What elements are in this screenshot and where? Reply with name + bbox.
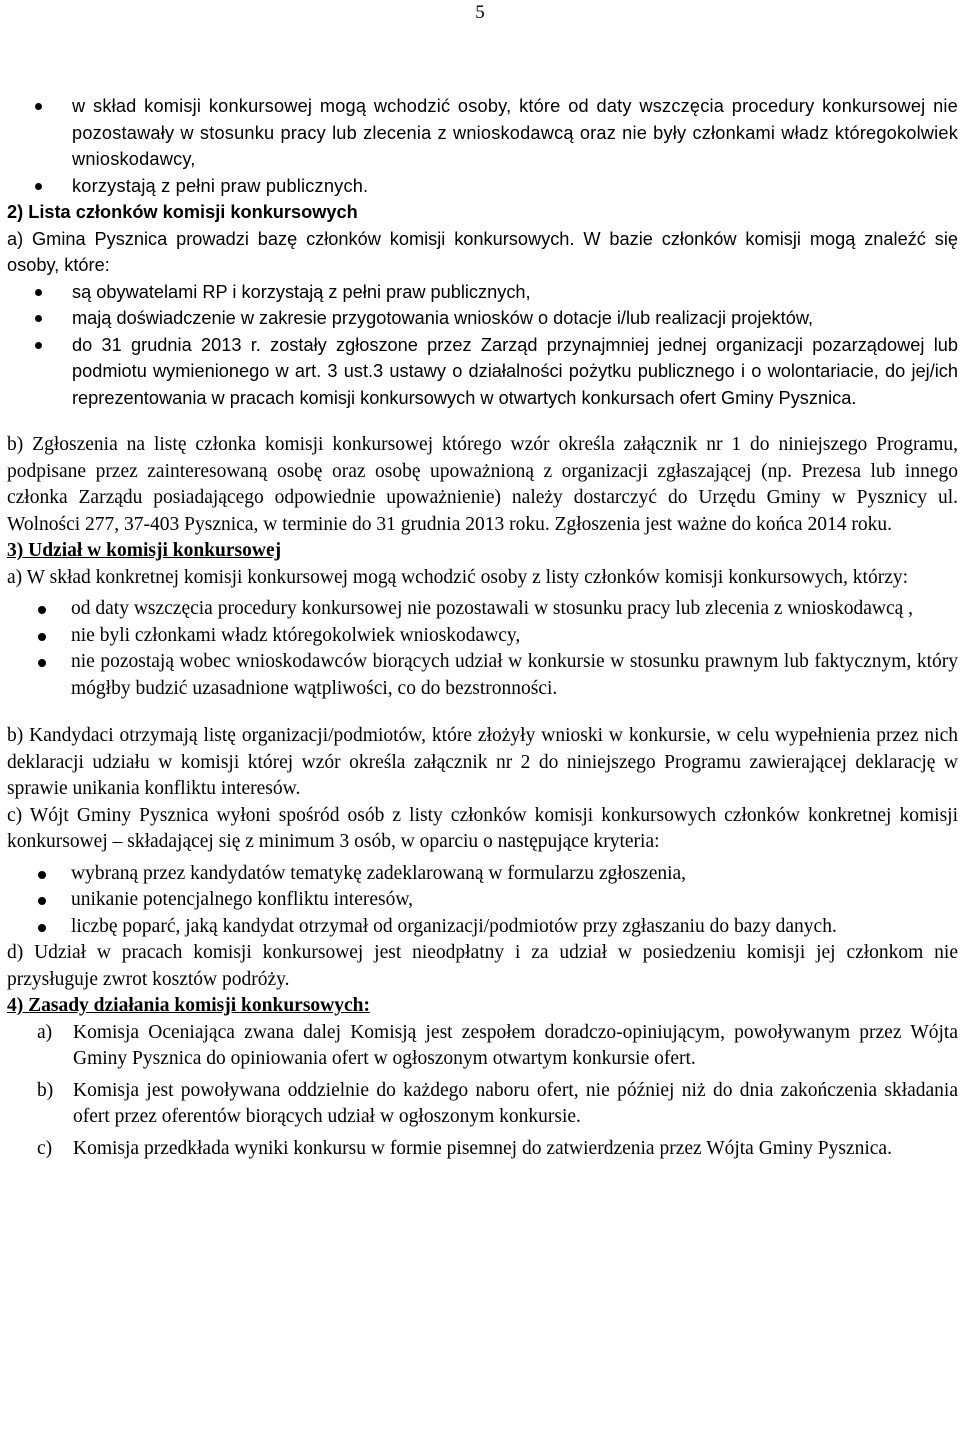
list-item: do 31 grudnia 2013 r. zostały zgłoszone przez Zarząd przynajmniej jednej organizacji pozarządowej lub podmiotu wymienionego w art. 3 ust.3 ustawy o działalności pożytku publicznego i o wolontariacie, do jej/ich reprezentowania w pracach komisji konkursowych w otwartych konkursach ofert Gminy Pysznica. xyxy=(7,332,958,412)
bullet-icon xyxy=(35,183,42,190)
list-item: nie byli członkami władz któregokolwiek wnioskodawcy, xyxy=(7,623,958,650)
section-3-c-bullet-list xyxy=(7,861,958,941)
section-3-a-text: a) W skład konkretnej komisji konkursowej mogą wchodzić osoby z listy członków komisji konkursowych, którzy: xyxy=(7,566,909,588)
list-item: a) Komisja Oceniająca zwana dalej Komisją jest zespołem doradczo-opiniującym, powoływanym przez Wójta Gminy Pysznica do opiniowania ofert w ogłoszonym otwartym konkursie ofert. xyxy=(37,1021,958,1069)
list-item: wybraną przez kandydatów tematykę zadeklarowaną w formularzu zgłoszenia, xyxy=(7,861,958,888)
section-3-a-bullet-list xyxy=(7,596,958,702)
section-3-d-text: d) Udział w pracach komisji konkursowej jest nieodpłatny i za udział w posiedzeniu komisji jej członkom nie przysługuje zwrot kosztów podróży. xyxy=(7,942,958,990)
list-item: nie pozostają wobec wnioskodawców biorących udział w konkursie w stosunku prawnym lub faktycznym, który mógłby budzić uzasadnione wątpliwości, co do bezstronności. xyxy=(7,649,958,702)
section-2-a-text: a) Gmina Pysznica prowadzi bazę członków komisji konkursowych. W bazie członków komisji mogą znaleźć się osoby, które: xyxy=(7,228,958,275)
list-item: od daty wszczęcia procedury konkursowej nie pozostawali w stosunku pracy lub zlecenia z wnioskodawcą , xyxy=(7,596,958,623)
spacer xyxy=(7,702,958,723)
page-number: 5 xyxy=(475,2,485,23)
bullet-icon xyxy=(38,897,46,905)
bullet-icon xyxy=(35,342,42,349)
bullet-icon xyxy=(38,924,46,932)
list-label: b) xyxy=(37,1079,54,1101)
list-label: a) xyxy=(37,1021,53,1043)
document-body xyxy=(7,93,958,1162)
list-item: są obywatelami RP i korzystają z pełni praw publicznych, xyxy=(7,279,958,306)
list-item: korzystają z pełni praw publicznych. xyxy=(7,173,958,200)
section-3-c-text: c) Wójt Gminy Pysznica wyłoni spośród osób z listy członków komisji konkursowych członków konkretnej komisji konkursowej – składającej się z minimum 3 osób, w oparciu o następujące kryteria: xyxy=(7,804,958,852)
list-item: mają doświadczenie w zakresie przygotowania wniosków o dotacje i/lub realizacji projektów, xyxy=(7,305,958,332)
list-item: liczbę poparć, jaką kandydat otrzymał od organizacji/podmiotów przy zgłaszaniu do bazy danych. xyxy=(7,914,958,941)
list-item: unikanie potencjalnego konfliktu interesów, xyxy=(7,887,958,914)
bullet-icon xyxy=(38,659,46,667)
section-3-heading: 3) Udział w komisji konkursowej xyxy=(7,540,282,561)
list-label: c) xyxy=(37,1137,53,1159)
bullet-icon xyxy=(38,633,46,641)
list-item: c) Komisja przedkłada wyniki konkursu w formie pisemnej do zatwierdzenia przez Wójta Gminy Pysznica. xyxy=(7,1136,958,1163)
section-3-b-text: b) Kandydaci otrzymają listę organizacji/podmiotów, które złożyły wnioski w konkursie, w celu wypełnienia przez nich deklaracji udziału w komisji której wzór określa załącznik nr 2 do niniejszego Programu zawierającej deklarację w sprawie unikania konfliktu interesów. xyxy=(7,725,958,799)
bullet-icon xyxy=(38,871,46,879)
section-4-heading: 4) Zasady działania komisji konkursowych: xyxy=(7,995,370,1016)
list-item: b) Komisja jest powoływana oddzielnie do każdego naboru ofert, nie później niż do dnia zakończenia składania ofert przez oferentów biorących udział w ogłoszonym konkursie. xyxy=(37,1079,958,1127)
section-2-a-bullet-list xyxy=(7,279,958,412)
section-2-heading: 2) Lista członków komisji konkursowych xyxy=(7,202,358,222)
bullet-icon xyxy=(35,315,42,322)
bullet-icon xyxy=(38,606,46,614)
section-2-b-text: b) Zgłoszenia na listę członka komisji konkursowej którego wzór określa załącznik nr 1 do niniejszego Programu, podpisane przez zainteresowaną osobę oraz osobę upoważnioną z organizacji zgłaszającej (np. Prezesa lub innego członka Zarządu posiadającego odpowiednie upoważnienie) należy dostarczyć do Urzędu Gminy w Pysznicy ul. Wolności 277, 37-403 Pysznica, w terminie do 31 grudnia 2013 roku. Zgłoszenia jest ważne do końca 2014 roku. xyxy=(7,434,958,535)
bullet-icon xyxy=(35,289,42,296)
section-4-list xyxy=(7,1020,958,1163)
bullet-icon xyxy=(35,103,42,110)
list-item: w skład komisji konkursowej mogą wchodzić osoby, które od daty wszczęcia procedury konkursowej nie pozostawały w stosunku pracy lub zlecenia z wnioskodawcą oraz nie były członkami władz któregokolwiek wnioskodawcy, xyxy=(7,93,958,173)
intro-bullet-list xyxy=(7,93,958,199)
spacer xyxy=(7,411,958,432)
